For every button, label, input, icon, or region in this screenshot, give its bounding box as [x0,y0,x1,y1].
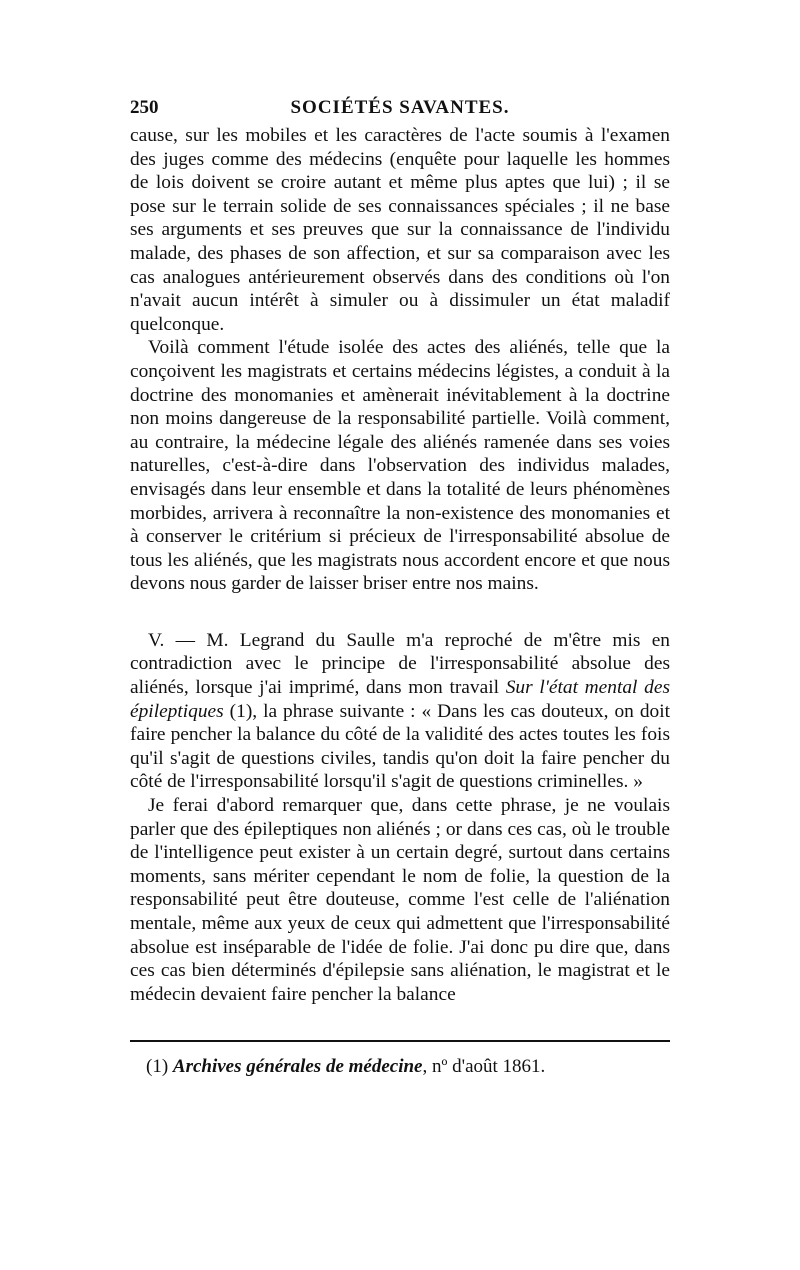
footnote-rest: , nº d'août 1861. [422,1056,546,1077]
cited-work-title: Sur l'état mental des épileptiques [130,677,670,722]
page-number: 250 [130,97,159,118]
paragraph-reply: Je ferai d'abord remarquer que, dans cette phrase, je ne voulais parler que des épileptiques non aliénés ; or dans ces cas, où le trouble de l'intelligence peut exister à un certain degré, surtout dans certains moments, sans mériter cependant le nom de folie, la question de la responsabilité peut être douteuse, comme l'est celle de l'aliénation mentale, même aux yeux de ceux qui admettent que l'irresponsabilité absolue est inséparable de l'idée de folie. J'ai donc pu dire que, dans ces cas bien déterminés d'épilepsie sans aliénation, le magistrat et le médecin devaient faire pencher la balance [130,795,670,1005]
running-header [130,93,670,123]
running-title: SOCIÉTÉS SAVANTES. [290,97,510,118]
paragraph-continuation: cause, sur les mobiles et les caractères de l'acte soumis à l'examen des juges comme des médecins (enquête pour laquelle les hommes de lois doivent se croire autant et même plus aptes que lui) ; il se pose sur le terrain solide de ses connaissances spéciales ; il ne base ses arguments et ses preuves que sur la connaissance de l'individu malade, des phases de son affection, et sur sa comparaison avec les cas analogues antérieurement observés dans des conditions où l'on n'avait aucun intérêt à simuler ou à dissimuler un état maladif quelconque. [130,125,670,335]
paragraph-voila: Voilà comment l'étude isolée des actes des aliénés, telle que la conçoivent les magistrats et certains médecins légistes, a conduit à la doctrine des monomanies et amènerait inévitablement à la doctrine non moins dangereuse de la responsabilité partielle. Voilà comment, au contraire, la médecine légale des aliénés ramenée dans ses voies naturelles, c'est-à-dire dans l'observation des individus malades, envisagés dans leur ensemble et dans la totalité de leurs phénomènes morbides, arrivera à reconnaître la non-existence des monomanies et à conserver le critérium si précieux de l'irresponsabilité absolue de tous les aliénés, que les magistrats nous accordent encore et que nous devons nous garder de laisser briser entre nos mains. [130,337,670,595]
body-text [130,124,670,1006]
paragraph-section-v [130,629,670,794]
section-v-text-start: V. — M. Legrand du Saulle m'a reproché de m'être mis en contradiction avec le principe de l'irresponsabilité absolue des aliénés, lorsque j'ai imprimé, dans mon travail [130,629,670,699]
section-v-text-end: (1), la phrase suivante : « Dans les cas douteux, on doit faire pencher la balance du côté de la validité des actes toutes les fois qu'il s'agit de questions civiles, tandis qu'on doit la faire pencher du côté de l'irresponsabilité lorsqu'il s'agit de questions criminelles. » [130,700,670,793]
footnote-marker: (1) [146,1056,169,1077]
footnote-source: Archives générales de médecine [172,1056,423,1077]
footnote-divider [130,1040,670,1042]
footnote [146,1054,666,1080]
